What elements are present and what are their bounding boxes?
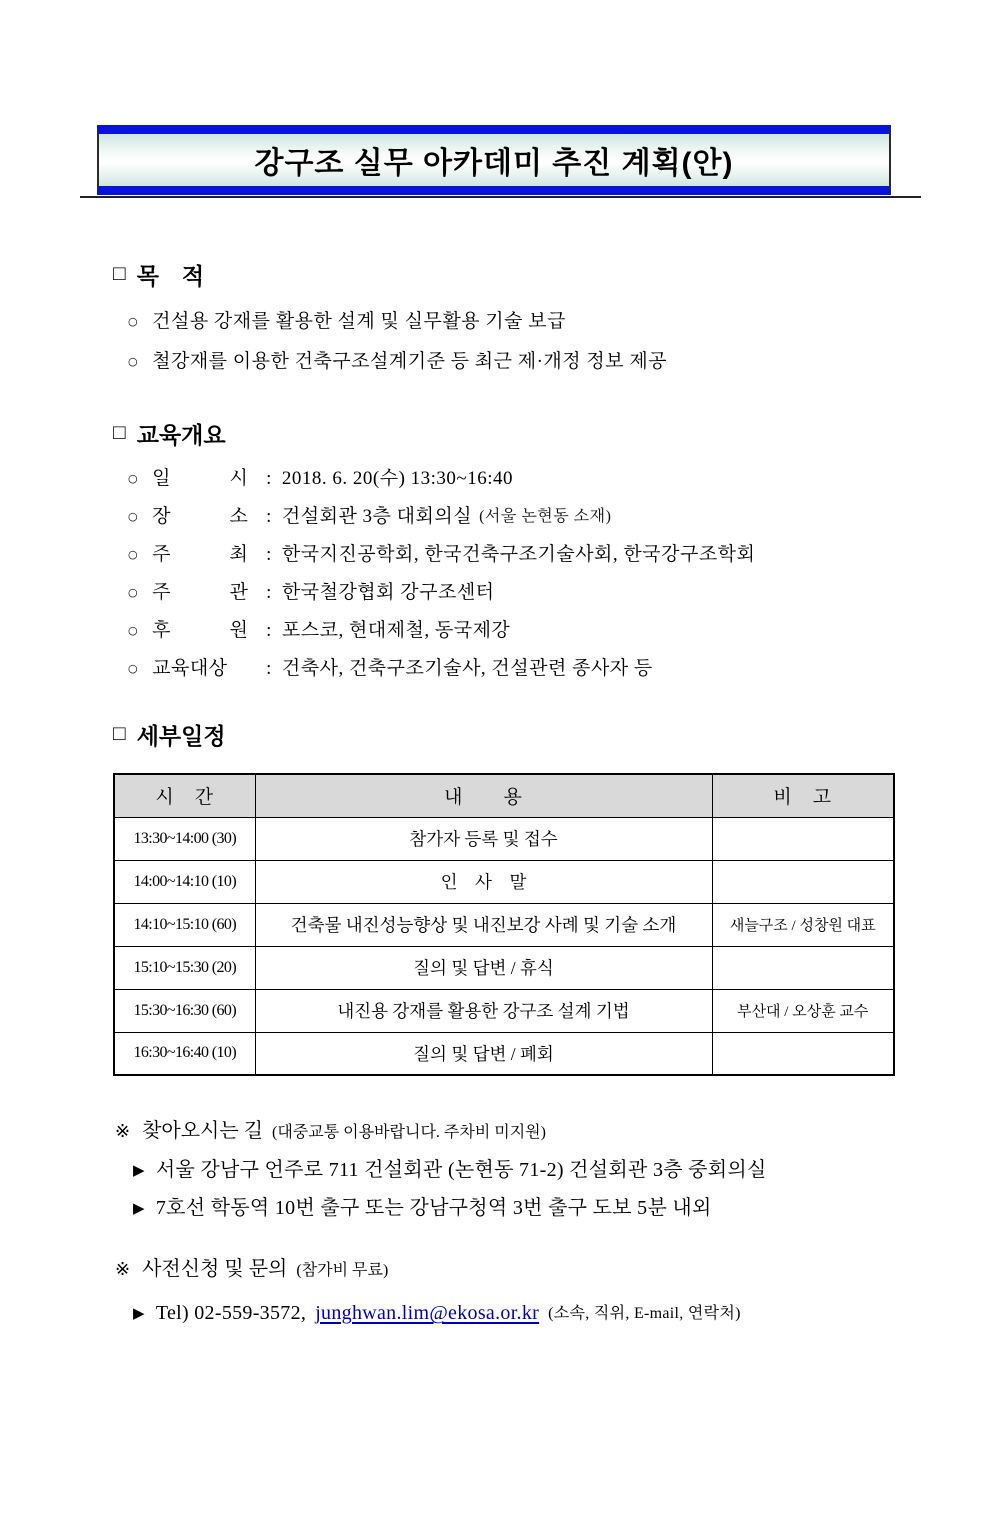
circle-bullet-icon: ○ (128, 315, 139, 328)
phone-number: Tel) 02-559-3572, (155, 1302, 307, 1324)
col-header-content: 내 용 (255, 774, 712, 817)
overview-value: 한국철강협회 강구조센터 (281, 582, 495, 603)
email-link[interactable]: junghwan.lim@ekosa.or.kr (315, 1302, 540, 1324)
purpose-list (0, 309, 992, 375)
list-item (133, 1157, 992, 1184)
triangle-bullet-icon: ▶ (133, 1161, 145, 1179)
circle-bullet-icon: ○ (128, 586, 139, 599)
contact-title: 사전신청 및 문의 (142, 1258, 288, 1280)
overview-value: 포스코, 현대제철, 동국제강 (281, 620, 511, 641)
overview-label: 주 관 (152, 582, 249, 603)
title-banner (97, 125, 891, 195)
circle-bullet-icon: ○ (128, 662, 139, 675)
cell-note: 새늘구조 / 성창원 대표 (712, 903, 894, 946)
cell-note: 부산대 / 오상훈 교수 (712, 989, 894, 1032)
purpose-item-text: 철강재를 이용한 건축구조설계기준 등 최근 제·개정 정보 제공 (152, 351, 668, 372)
triangle-bullet-icon: ▶ (133, 1199, 145, 1217)
overview-label: 장 소 (152, 506, 249, 527)
overview-list (0, 466, 992, 682)
overview-label: 교육대상 (152, 658, 228, 679)
schedule-table (113, 773, 895, 1076)
list-item (133, 1195, 992, 1222)
circle-bullet-icon: ○ (128, 624, 139, 637)
circle-bullet-icon: ○ (128, 472, 139, 485)
section-heading-overview (113, 417, 992, 450)
cell-note (712, 1032, 894, 1075)
directions-item-text: 7호선 학동역 10번 출구 또는 강남구청역 3번 출구 도보 5분 내외 (155, 1197, 712, 1219)
table-row (114, 817, 894, 860)
directions-title-note: (대중교통 이용바랍니다. 주차비 미지원) (272, 1124, 546, 1141)
table-row (114, 946, 894, 989)
page-title: 강구조 실무 아카데미 추진 계획(안) (254, 147, 734, 180)
cell-content: 참가자 등록 및 접수 (255, 817, 712, 860)
cell-content: 질의 및 답변 / 폐회 (255, 1032, 712, 1075)
overview-label: 주 최 (152, 544, 249, 565)
list-item (128, 349, 992, 375)
directions-item-text: 서울 강남구 언주로 711 건설회관 (논현동 71-2) 건설회관 3층 중회의실 (155, 1159, 767, 1181)
contact-heading (115, 1256, 992, 1284)
list-item (128, 542, 992, 568)
overview-value-small: (서울 논현동 소재) (479, 508, 612, 525)
banner-underline (80, 196, 921, 198)
reference-mark-icon: ※ (115, 1121, 131, 1142)
cell-content: 내진용 강재를 활용한 강구조 설계 기법 (255, 989, 712, 1032)
section-title-schedule: 세부일정 (136, 723, 226, 749)
table-row (114, 903, 894, 946)
table-row (114, 1032, 894, 1075)
cell-content: 건축물 내진성능향상 및 내진보강 사례 및 기술 소개 (255, 903, 712, 946)
cell-content: 인 사 말 (255, 860, 712, 903)
circle-bullet-icon: ○ (128, 355, 139, 368)
overview-label: 일 시 (152, 468, 249, 489)
overview-separator: : (266, 506, 272, 527)
cell-note (712, 860, 894, 903)
overview-separator: : (266, 582, 272, 603)
section-heading-schedule (113, 718, 992, 751)
cell-note (712, 817, 894, 860)
triangle-bullet-icon: ▶ (133, 1304, 145, 1322)
directions-title: 찾아오시는 길 (142, 1120, 264, 1142)
contact-suffix: (소속, 직위, E-mail, 연락처) (548, 1305, 741, 1322)
overview-label: 후 원 (152, 620, 249, 641)
cell-time: 16:30~16:40 (10) (114, 1032, 255, 1075)
overview-value: 2018. 6. 20(수) 13:30~16:40 (281, 468, 513, 489)
document-page (0, 125, 992, 1528)
section-title-purpose: 목 적 (136, 263, 205, 289)
contact-line (133, 1300, 992, 1327)
checkbox-icon: □ (113, 261, 126, 285)
checkbox-icon: □ (113, 721, 126, 745)
table-header-row (114, 774, 894, 817)
table-row (114, 989, 894, 1032)
list-item (128, 504, 992, 530)
overview-value: 건설회관 3층 대회의실 (281, 506, 473, 527)
cell-time: 15:30~16:30 (60) (114, 989, 255, 1032)
cell-time: 13:30~14:00 (30) (114, 817, 255, 860)
overview-separator: : (266, 658, 272, 679)
cell-time: 14:10~15:10 (60) (114, 903, 255, 946)
overview-separator: : (266, 468, 272, 489)
purpose-item-text: 건설용 강재를 활용한 설계 및 실무활용 기술 보급 (152, 311, 566, 332)
list-item (128, 309, 992, 335)
reference-mark-icon: ※ (115, 1259, 131, 1280)
list-item (128, 618, 992, 644)
overview-value: 건축사, 건축구조기술사, 건설관련 종사자 등 (281, 658, 653, 679)
cell-note (712, 946, 894, 989)
overview-separator: : (266, 620, 272, 641)
col-header-note: 비 고 (712, 774, 894, 817)
cell-time: 14:00~14:10 (10) (114, 860, 255, 903)
circle-bullet-icon: ○ (128, 510, 139, 523)
table-row (114, 860, 894, 903)
section-title-overview: 교육개요 (136, 422, 226, 448)
contact-title-note: (참가비 무료) (296, 1262, 389, 1279)
circle-bullet-icon: ○ (128, 548, 139, 561)
col-header-time: 시 간 (114, 774, 255, 817)
directions-heading (115, 1118, 992, 1146)
list-item (128, 656, 992, 682)
overview-value: 한국지진공학회, 한국건축구조기술사회, 한국강구조학회 (281, 544, 756, 565)
cell-time: 15:10~15:30 (20) (114, 946, 255, 989)
list-item (128, 466, 992, 492)
cell-content: 질의 및 답변 / 휴식 (255, 946, 712, 989)
overview-separator: : (266, 544, 272, 565)
section-heading-purpose (113, 258, 992, 291)
list-item (128, 580, 992, 606)
checkbox-icon: □ (113, 420, 126, 444)
